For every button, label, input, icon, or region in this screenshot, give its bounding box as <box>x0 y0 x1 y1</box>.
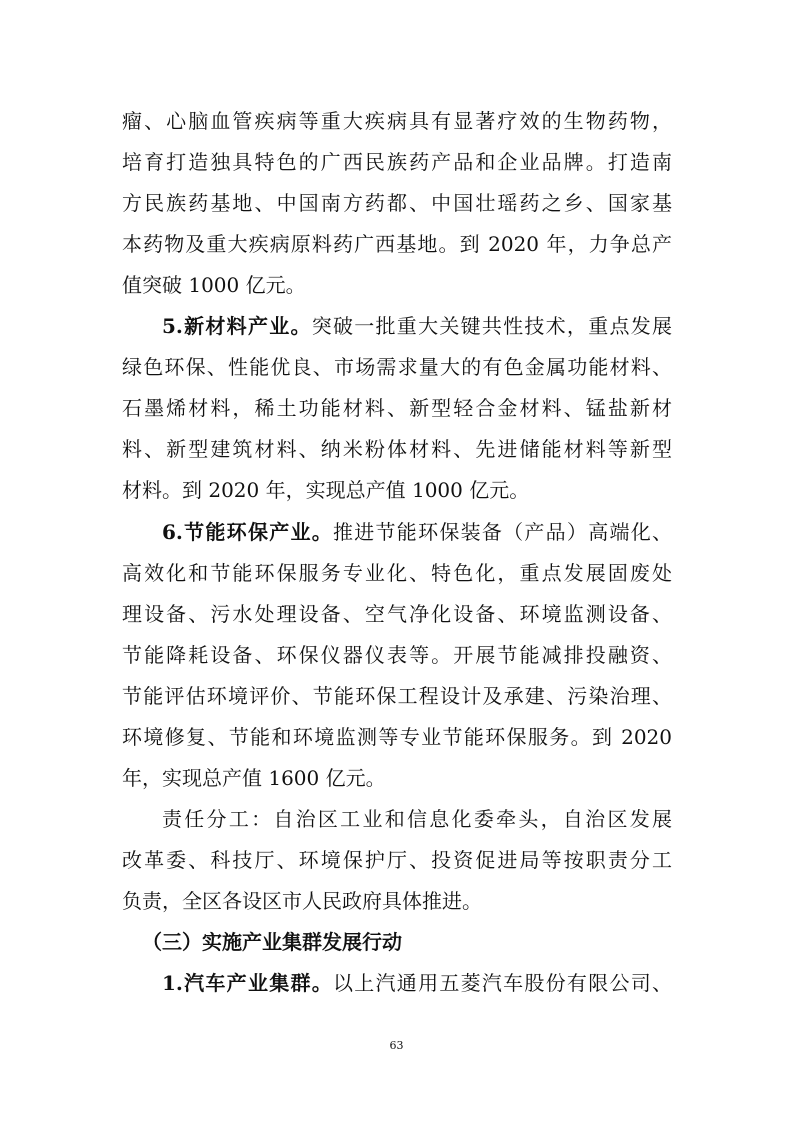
text-line: 石墨烯材料，稀土功能材料、新型轻合金材料、锰盐新材 <box>122 396 672 420</box>
text-run: 以上汽通用五菱汽车股份有限公司、 <box>333 971 672 995</box>
text-line: 负责，全区各设区市人民政府具体推进。 <box>122 889 482 913</box>
section-heading: （三）实施产业集群发展行动 <box>142 930 402 954</box>
paragraph-first-line <box>162 971 672 995</box>
paragraph-first-line <box>162 520 672 544</box>
text-line: 瘤、心脑血管疾病等重大疾病具有显著疗效的生物药物， <box>122 109 672 133</box>
text-line: 理设备、污水处理设备、空气净化设备、环境监测设备、 <box>122 602 672 626</box>
item-title: 5.新材料产业。 <box>162 314 312 338</box>
text-run: 突破一批重大关键共性技术，重点发展 <box>311 314 672 338</box>
text-line: 绿色环保、性能优良、市场需求量大的有色金属功能材料、 <box>122 355 672 379</box>
text-line: 节能评估环境评价、节能环保工程设计及承建、污染治理、 <box>122 684 672 708</box>
item-title: 6.节能环保产业。 <box>162 520 334 544</box>
text-line: 值突破 1000 亿元。 <box>122 273 306 297</box>
text-line: 年，实现总产值 1600 亿元。 <box>122 766 386 790</box>
item-title: 1.汽车产业集群。 <box>162 971 334 995</box>
page-number: 63 <box>389 1039 404 1052</box>
text-line: 改革委、科技厅、环境保护厅、投资促进局等按职责分工 <box>122 848 672 872</box>
text-line: 责任分工：自治区工业和信息化委牵头，自治区发展 <box>162 807 672 831</box>
text-line: 料、新型建筑材料、纳米粉体材料、先进储能材料等新型 <box>122 437 672 461</box>
text-line: 环境修复、节能和环境监测等专业节能环保服务。到 2020 <box>122 725 672 749</box>
text-line: 节能降耗设备、环保仪器仪表等。开展节能减排投融资、 <box>122 643 672 667</box>
text-run: 推进节能环保装备（产品）高端化、 <box>333 520 672 544</box>
text-line: 培育打造独具特色的广西民族药产品和企业品牌。打造南 <box>122 150 672 174</box>
text-line: 方民族药基地、中国南方药都、中国壮瑶药之乡、国家基 <box>122 191 672 215</box>
text-line: 材料。到 2020 年，实现总产值 1000 亿元。 <box>122 478 530 502</box>
text-line: 本药物及重大疾病原料药广西基地。到 2020 年，力争总产 <box>122 232 672 256</box>
text-line: 高效化和节能环保服务专业化、特色化，重点发展固废处 <box>122 561 672 585</box>
paragraph-first-line <box>162 314 672 338</box>
